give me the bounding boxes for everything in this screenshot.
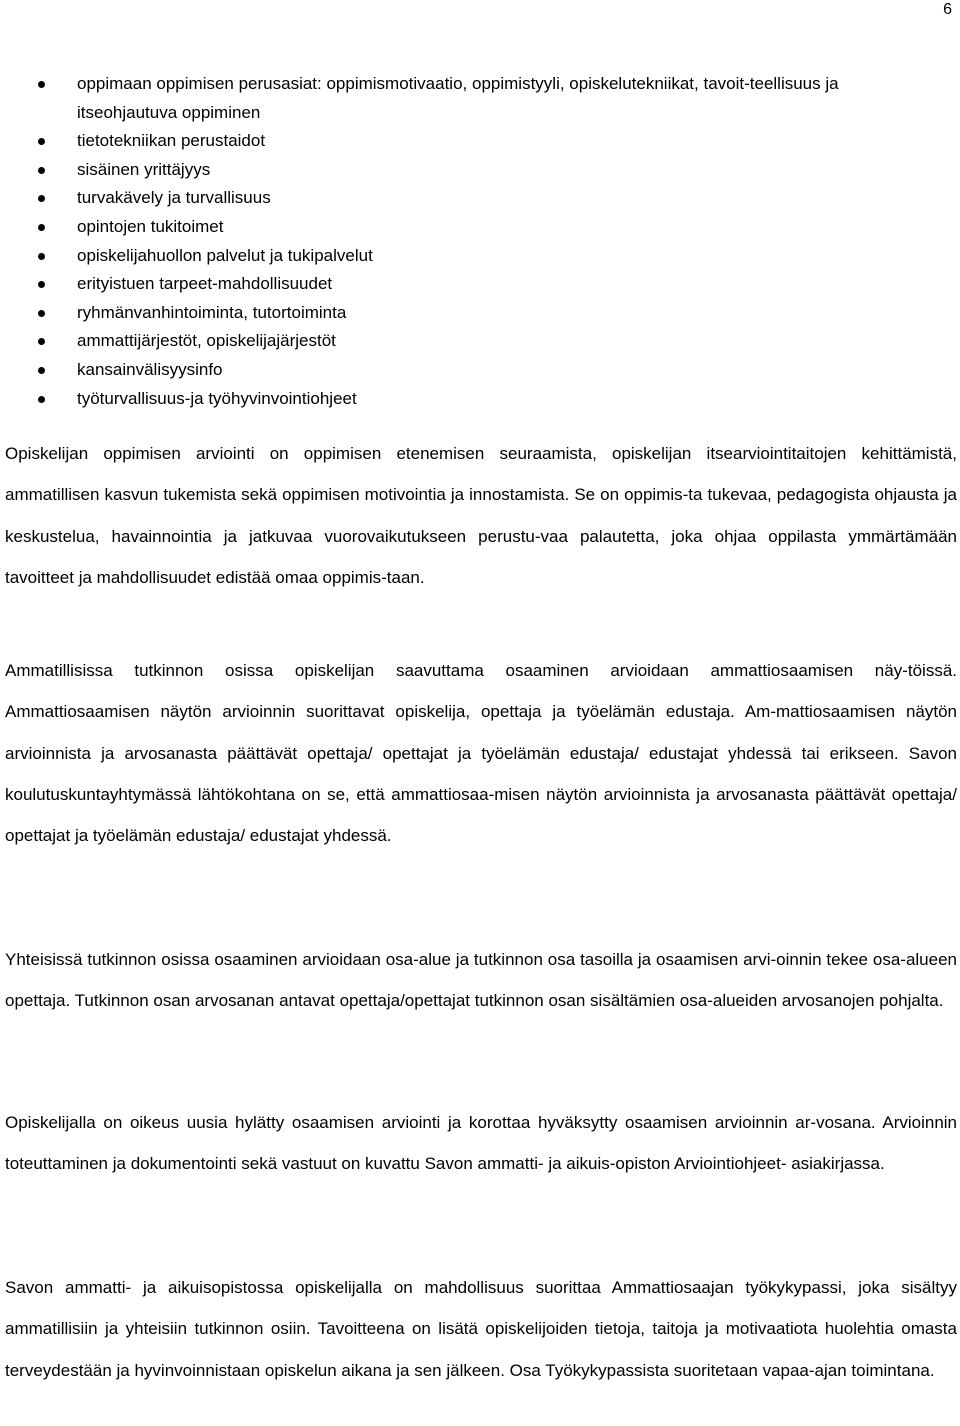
list-item: oppimaan oppimisen perusasiat: oppimismotivaatio, oppimistyyli, opiskelutekniikat, tavoit-teellisuus ja itseohjautuva oppiminen: [0, 70, 960, 127]
list-item: tietotekniikan perustaidot: [0, 127, 960, 156]
list-item: kansainvälisyysinfo: [0, 356, 960, 385]
bullet-list: [0, 70, 960, 413]
paragraph-assessment: Opiskelijan oppimisen arviointi on oppimisen etenemisen seuraamista, opiskelijan itsearviointitaitojen kehittämistä, ammatillisen kasvun tukemista sekä oppimisen motivointia ja innostamista. Se on oppimis-ta tukevaa, pedagogista ohjausta ja keskustelua, havainnointia ja jatkuvaa vuorovaikutukseen perustu-vaa palautetta, joka ohjaa oppilasta ymmärtämään tavoitteet ja mahdollisuudet edistää omaa oppimis-taan.: [5, 444, 957, 587]
list-item: opintojen tukitoimet: [0, 213, 960, 242]
list-item: turvakävely ja turvallisuus: [0, 184, 960, 213]
page-number: 6: [943, 1, 952, 18]
paragraph-work-ability-passport: Savon ammatti- ja aikuisopistossa opiskelijalla on mahdollisuus suorittaa Ammattiosaajan työkykypassi, joka sisältyy ammatillisiin ja yhteisiin tutkinnon osiin. Tavoitteena on lisätä opiskelijoiden tietoja, taitoja ja motivaatiota huolehtia omasta terveydestään ja hyvinvoinnistaan opiskelun aikana ja sen jälkeen. Osa Työkykypassista suoritetaan vapaa-ajan toimintana.: [5, 1278, 957, 1380]
paragraph-vocational-units: Ammatillisissa tutkinnon osissa opiskelijan saavuttama osaaminen arvioidaan ammattiosaamisen näy-töissä. Ammattiosaamisen näytön arvioinnin suorittavat opiskelija, opettaja ja työelämän edustaja. Am-mattiosaamisen näytön arvioinnista ja arvosanasta päättävät opettaja/ opettajat ja työelämän edustaja/ edustajat yhdessä tai erikseen. Savon koulutuskuntayhtymässä lähtökohtana on se, että ammattiosaa-misen näytön arvioinnista ja arvosanasta päättävät opettaja/ opettajat ja työelämän edustaja/ edustajat yhdessä.: [5, 661, 957, 846]
list-item: erityistuen tarpeet-mahdollisuudet: [0, 270, 960, 299]
paragraph-common-units: Yhteisissä tutkinnon osissa osaaminen arvioidaan osa-alue ja tutkinnon osa tasoilla ja osaamisen arvi-oinnin tekee osa-alueen opettaja. Tutkinnon osan arvosanan antavat opettaja/opettajat tutkinnon osan sisältämien osa-alueiden arvosanojen pohjalta.: [5, 950, 957, 1011]
list-item: opiskelijahuollon palvelut ja tukipalvelut: [0, 242, 960, 271]
paragraph-reassessment: Opiskelijalla on oikeus uusia hylätty osaamisen arviointi ja korottaa hyväksytty osaamisen arvioinnin ar-vosana. Arvioinnin toteuttaminen ja dokumentointi sekä vastuut on kuvattu Savon ammatti- ja aikuis-opiston Arviointiohjeet- asiakirjassa.: [5, 1113, 957, 1174]
list-item: työturvallisuus-ja työhyvinvointiohjeet: [0, 385, 960, 414]
list-item: sisäinen yrittäjyys: [0, 156, 960, 185]
list-item: ryhmänvanhintoiminta, tutortoiminta: [0, 299, 960, 328]
list-item: ammattijärjestöt, opiskelijajärjestöt: [0, 327, 960, 356]
